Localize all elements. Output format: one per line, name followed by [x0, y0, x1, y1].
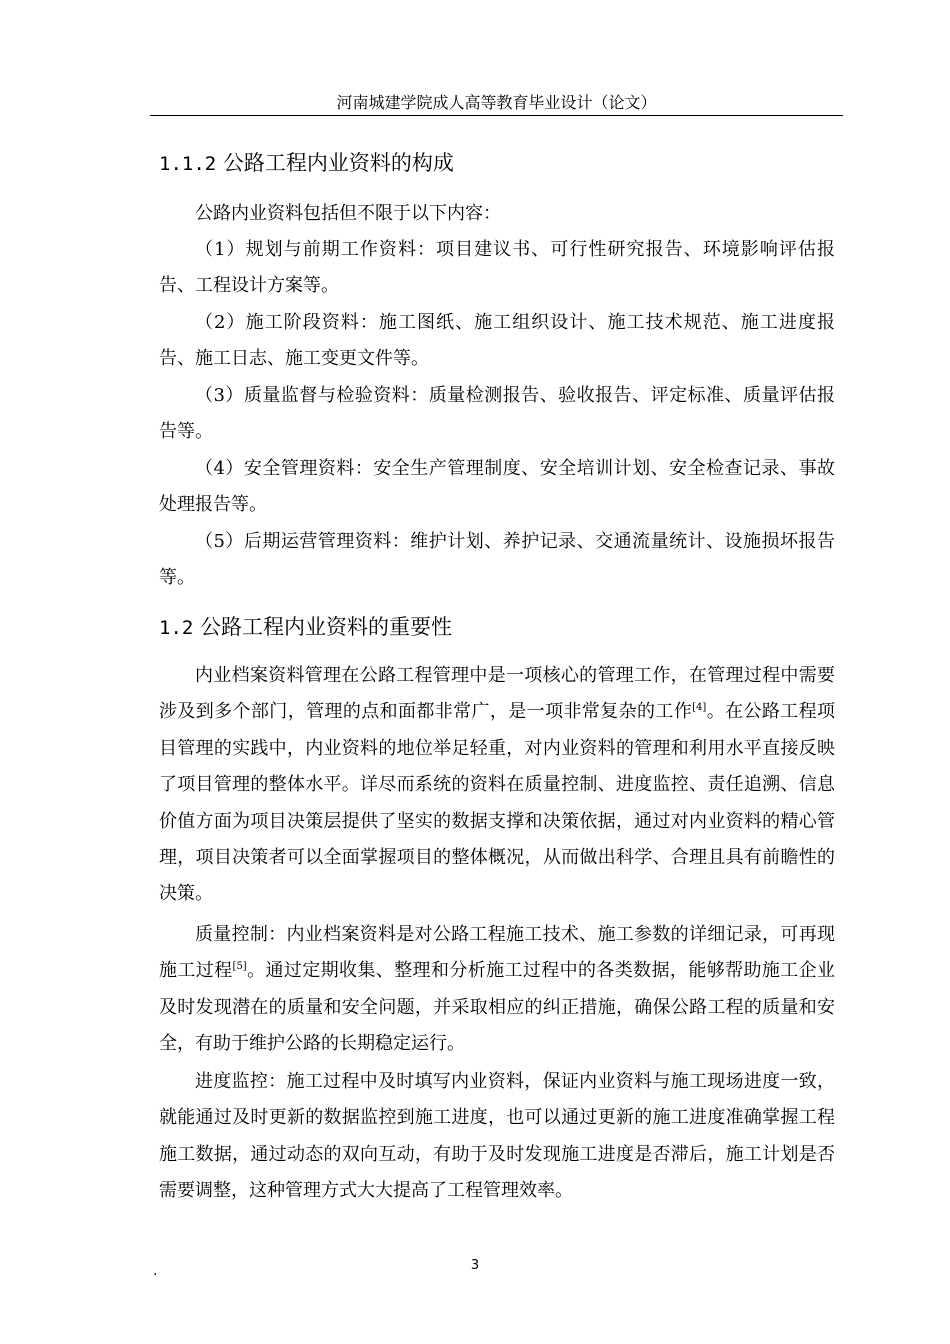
paragraph-text: 质量控制：内业档案资料是对公路工程施工技术、施工参数的详细记录，可再现施工过程 — [159, 924, 835, 982]
paragraph-quality-control — [159, 917, 835, 1063]
citation-ref: [4] — [692, 702, 707, 714]
heading-1-1-2 — [159, 150, 454, 177]
heading-1-2 — [159, 614, 452, 641]
page-header: 河南城建学院成人高等教育毕业设计（论文） — [336, 93, 657, 112]
heading-number: 1.1.2 — [159, 153, 217, 175]
page-number: 3 — [470, 1258, 480, 1273]
footer-dot: . — [153, 1263, 158, 1279]
paragraph-text: 。通过定期收集、整理和分析施工过程中的各类数据，能够帮助施工企业及时发现潜在的质量和安全问题，并采取相应的纠正措施，确保公路工程的质量和安全，有助于维护公路的长期稳定运行。 — [159, 960, 836, 1055]
citation-ref: [5] — [232, 961, 247, 973]
paragraph-text: 内业档案资料管理在公路工程管理中是一项核心的管理工作，在管理过程中需要涉及到多个部门，管理的点和面都非常广，是一项非常复杂的工作 — [159, 665, 835, 723]
list-item-3: （3）质量监督与检验资料：质量检测报告、验收报告、评定标准、质量评估报告等。 — [159, 385, 835, 443]
paragraph-importance — [159, 658, 835, 913]
list-item-4: （4）安全管理资料：安全生产管理制度、安全培训计划、安全检查记录、事故处理报告等。 — [159, 458, 835, 516]
header-rule — [150, 115, 843, 116]
heading-number: 1.2 — [159, 617, 194, 639]
heading-title: 公路工程内业资料的构成 — [222, 151, 454, 175]
intro-paragraph: 公路内业资料包括但不限于以下内容： — [195, 203, 501, 224]
heading-title: 公路工程内业资料的重要性 — [200, 615, 453, 639]
paragraph-text: 。在公路工程项目管理的实践中，内业资料的地位举足轻重，对内业资料的管理和利用水平直接反映了项目管理的整体水平。详尽而系统的资料在质量控制、进度监控、责任追溯、信息价值方面为项目决策层提供了坚实的数据支撑和决策依据，通过对内业资料的精心管理，项目决策者可以全面掌握项目的整体概况，从而做出科学、合理且具有前瞻性的决策。 — [159, 701, 836, 905]
list-item-1: （1）规划与前期工作资料：项目建议书、可行性研究报告、环境影响评估报告、工程设计方案等。 — [159, 239, 835, 297]
paragraph-progress-monitoring: 进度监控：施工过程中及时填写内业资料，保证内业资料与施工现场进度一致，就能通过及时更新的数据监控到施工进度，也可以通过更新的施工进度准确掌握工程施工数据，通过动态的双向互动，有助于及时发现施工进度是否滞后，施工计划是否需要调整，这种管理方式大大提高了工程管理效率。 — [159, 1071, 835, 1202]
list-item-5: （5）后期运营管理资料：维护计划、养护记录、交通流量统计、设施损坏报告等。 — [159, 531, 835, 589]
list-item-2: （2）施工阶段资料：施工图纸、施工组织设计、施工技术规范、施工进度报告、施工日志、施工变更文件等。 — [159, 312, 835, 370]
